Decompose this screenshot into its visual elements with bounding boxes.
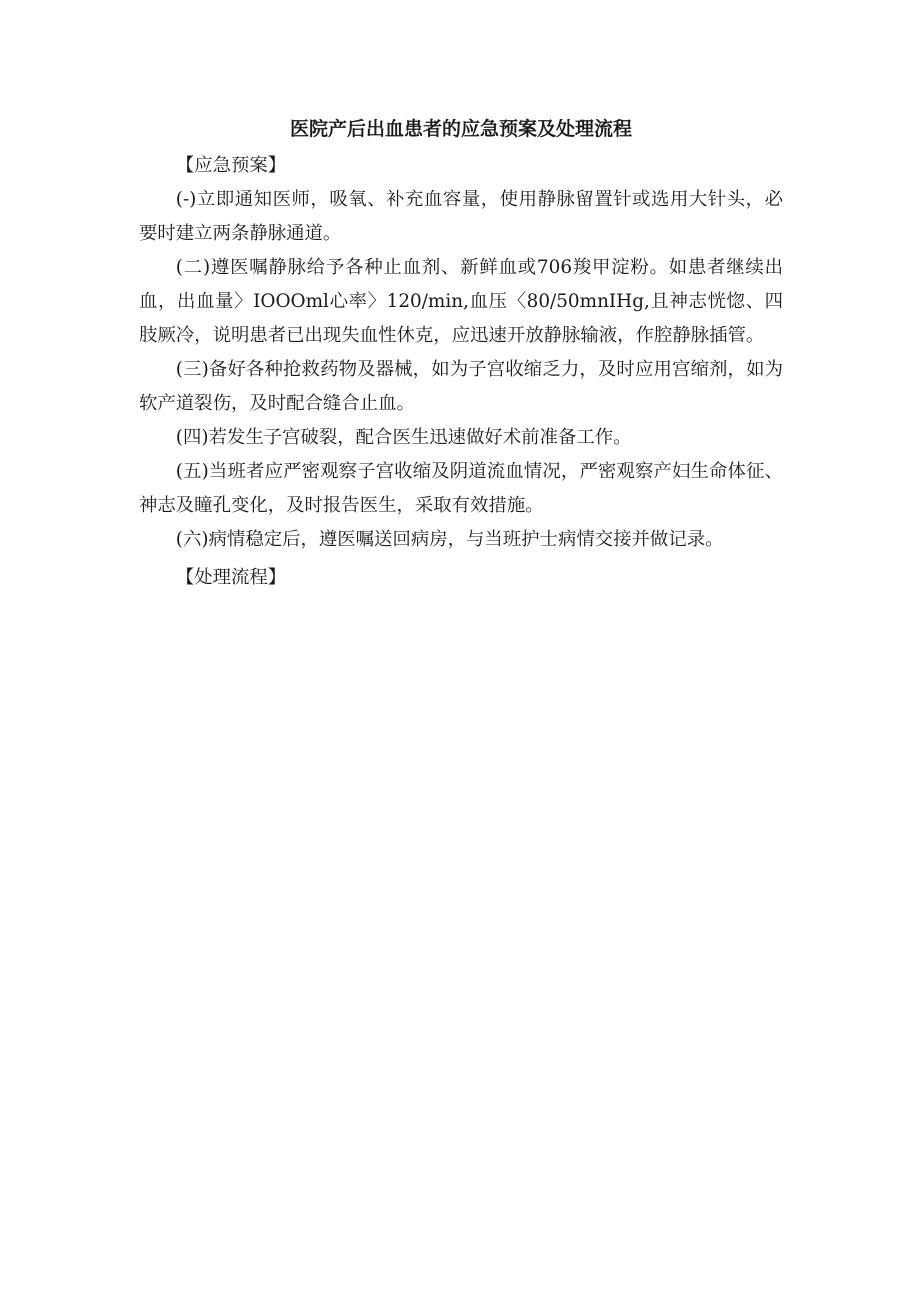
paragraph-6: (六)病情稳定后，遵医嘱送回病房，与当班护士病情交接并做记录。 <box>175 529 724 550</box>
document-page <box>139 113 783 595</box>
paragraph-4: (四)若发生子宫破裂，配合医生迅速做好术前准备工作。 <box>175 427 632 448</box>
document-title: 医院产后出血患者的应急预案及处理流程 <box>289 118 632 140</box>
paragraph-1: (-)立即通知医师，吸氧、补充血容量，使用静脉留置针或选用大针头，必要时建立两条静脉通道。 <box>139 189 783 244</box>
paragraph-5: (五)当班者应严密观察子宫收缩及阴道流血情况，严密观察产妇生命体征、神志及瞳孔变化，及时报告医生，采取有效措施。 <box>139 461 783 516</box>
paragraph-3: (三)备好各种抢救药物及器械，如为子宫收缩乏力，及时应用宫缩剂，如为软产道裂伤，及时配合缝合止血。 <box>139 359 783 414</box>
section-heading-emergency-plan: 【应急预案】 <box>175 155 287 176</box>
section-heading-process: 【处理流程】 <box>175 567 287 588</box>
paragraph-2: (二)遵医嘱静脉给予各种止血剂、新鲜血或706羧甲淀粉。如患者继续出血，出血量〉IOOOml心率〉120/min,血压〈80/50mnIHg,且神志恍惚、四肢厥冷，说明患者已出现失血性休克，应迅速开放静脉输液，作腔静脉插管。 <box>139 257 783 346</box>
